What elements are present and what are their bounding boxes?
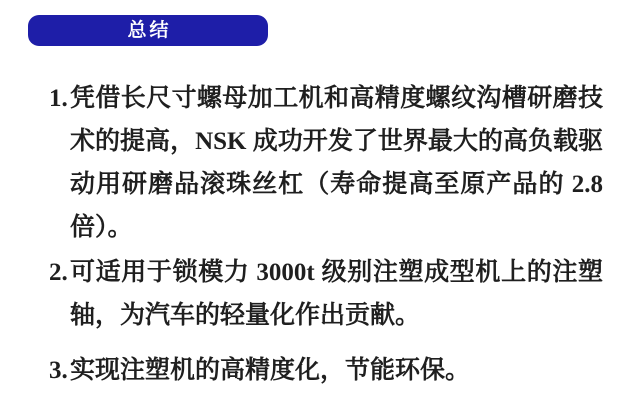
list-item-1 [0,77,603,249]
text-line: 凭借长尺寸螺母加工机和高精度螺纹沟槽研磨技 [70,85,603,112]
item-text-2 [70,251,603,337]
section-header-pill [28,15,268,46]
item-number-3: 3. [49,357,68,384]
text-line: 动用研磨品滚珠丝杠（寿命提高至原产品的 2.8 [70,171,603,198]
text-line: 实现注塑机的高精度化，节能环保。 [70,357,471,384]
text-line: 倍）。 [70,214,133,241]
item-text-3 [70,349,603,392]
list-item-3 [0,349,603,392]
text-line: 轴，为汽车的轻量化作出贡献。 [70,302,421,329]
section-title: 总结 [127,20,172,41]
text-line: 可适用于锁模力 3000t 级别注塑成型机上的注塑 [70,259,603,286]
item-number-2: 2. [49,259,68,286]
list-item-2 [0,251,603,337]
text-line: 术的提高，NSK 成功开发了世界最大的高负载驱 [70,128,603,155]
item-text-1 [70,77,603,249]
summary-list [0,77,603,392]
item-number-1: 1. [49,85,68,112]
